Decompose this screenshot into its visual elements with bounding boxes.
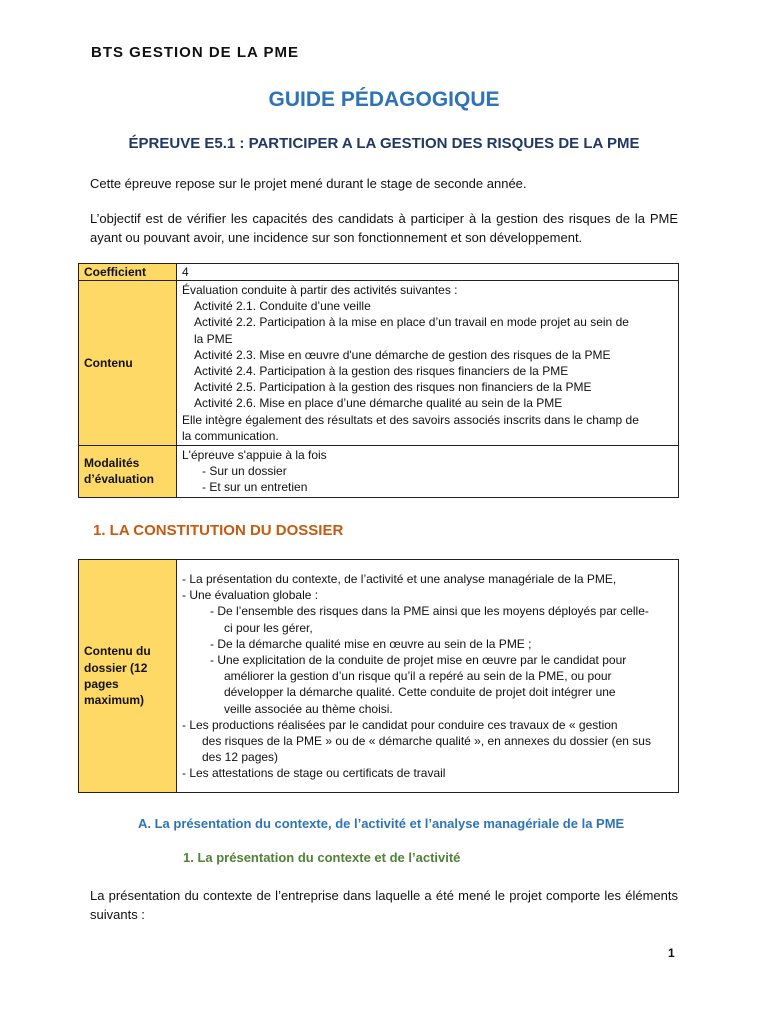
contenu-line: Activité 2.2. Participation à la mise en place d’un travail en mode projet au sein de [194,315,629,330]
dossier-line: - De la démarche qualité mise en œuvre au sein de la PME ; [210,636,532,651]
contenu-line: Activité 2.1. Conduite d’une veille [194,299,371,314]
dossier-label-line: dossier (12 [84,660,148,675]
section-heading-a: A. La présentation du contexte, de l’activité et l’analyse managériale de la PME [138,816,625,831]
table-row-dossier [79,560,679,793]
epreuve-table [78,263,679,498]
page-number: 1 [668,946,675,960]
modalites-cell [177,446,679,498]
dossier-label-line: maximum) [84,693,145,708]
dossier-label-line: pages [84,676,119,691]
table-row-contenu [79,281,679,446]
contenu-line: Activité 2.4. Participation à la gestion des risques financiers de la PME [194,364,569,379]
dossier-label-line: Contenu du [84,644,151,659]
document-header: BTS GESTION DE LA PME [91,44,299,61]
dossier-line: - Une explicitation de la conduite de projet mise en œuvre par le candidat pour [210,653,627,668]
modalites-label-line: d’évaluation [84,472,155,487]
contenu-line: Évaluation conduite à partir des activités suivantes : [182,283,458,297]
page-title: GUIDE PÉDAGOGIQUE [268,88,500,111]
dossier-label [79,560,177,793]
modalites-line: L'épreuve s'appuie à la fois [182,448,327,463]
contenu-cell [177,281,679,446]
contenu-line: Activité 2.3. Mise en œuvre d'une démarche de gestion des risques de la PME [194,347,611,362]
contenu-line: la communication. [182,428,279,443]
modalites-line: - Sur un dossier [202,464,287,479]
table-row-coefficient [79,264,679,281]
section-heading-1-1: 1. La présentation du contexte et de l’activité [183,850,461,865]
intro-paragraph-2: L’objectif est de vérifier les capacités des candidats à participer à la gestion des risques de la PME ayant ou pouvant avoir, une incidence sur son fonctionnement et son développement. [90,211,678,245]
dossier-line: - Les attestations de stage ou certificats de travail [182,766,446,781]
dossier-line: - Une évaluation globale : [182,588,319,603]
contenu-line: la PME [194,331,233,346]
dossier-line: - La présentation du contexte, de l’activité et une analyse managériale de la PME, [182,572,617,586]
dossier-line: ci pour les gérer, [224,620,313,635]
coefficient-label: Coefficient [79,264,177,281]
contenu-line: Elle intègre également des résultats et des savoirs associés inscrits dans le champ de [182,412,639,427]
modalites-label [79,446,177,498]
dossier-line: - De l’ensemble des risques dans la PME ainsi que les moyens déployés par celle- [210,604,649,619]
dossier-line: des 12 pages) [202,750,279,765]
dossier-line: veille associée au thème choisi. [224,701,393,716]
dossier-line: des risques de la PME » ou de « démarche qualité », en annexes du dossier (en sus [202,734,651,749]
section-heading-constitution: 1. LA CONSTITUTION DU DOSSIER [93,522,344,539]
contenu-line: Activité 2.5. Participation à la gestion des risques non financiers de la PME [194,380,592,395]
coefficient-value: 4 [177,264,679,281]
contenu-line: Activité 2.6. Mise en place d’une démarche qualité au sein de la PME [194,396,563,411]
dossier-cell [177,560,679,793]
dossier-line: améliorer la gestion d’un risque qu’il a repéré au sein de la PME, ou pour [224,669,612,684]
table-row-modalites [79,446,679,498]
intro-paragraph-1: Cette épreuve repose sur le projet mené durant le stage de seconde année. [90,176,527,191]
dossier-line: développer la démarche qualité. Cette conduite de projet doit intégrer une [224,685,616,700]
modalites-label-line: Modalités [84,456,140,471]
page-subtitle: ÉPREUVE E5.1 : PARTICIPER A LA GESTION DES RISQUES DE LA PME [128,135,640,152]
closing-paragraph: La présentation du contexte de l’entreprise dans laquelle a été mené le projet comporte les éléments suivants : [90,888,678,922]
dossier-table [78,559,679,793]
modalites-line: - Et sur un entretien [202,480,308,495]
contenu-label: Contenu [79,281,177,446]
dossier-line: - Les productions réalisées par le candidat pour conduire ces travaux de « gestion [182,717,618,732]
